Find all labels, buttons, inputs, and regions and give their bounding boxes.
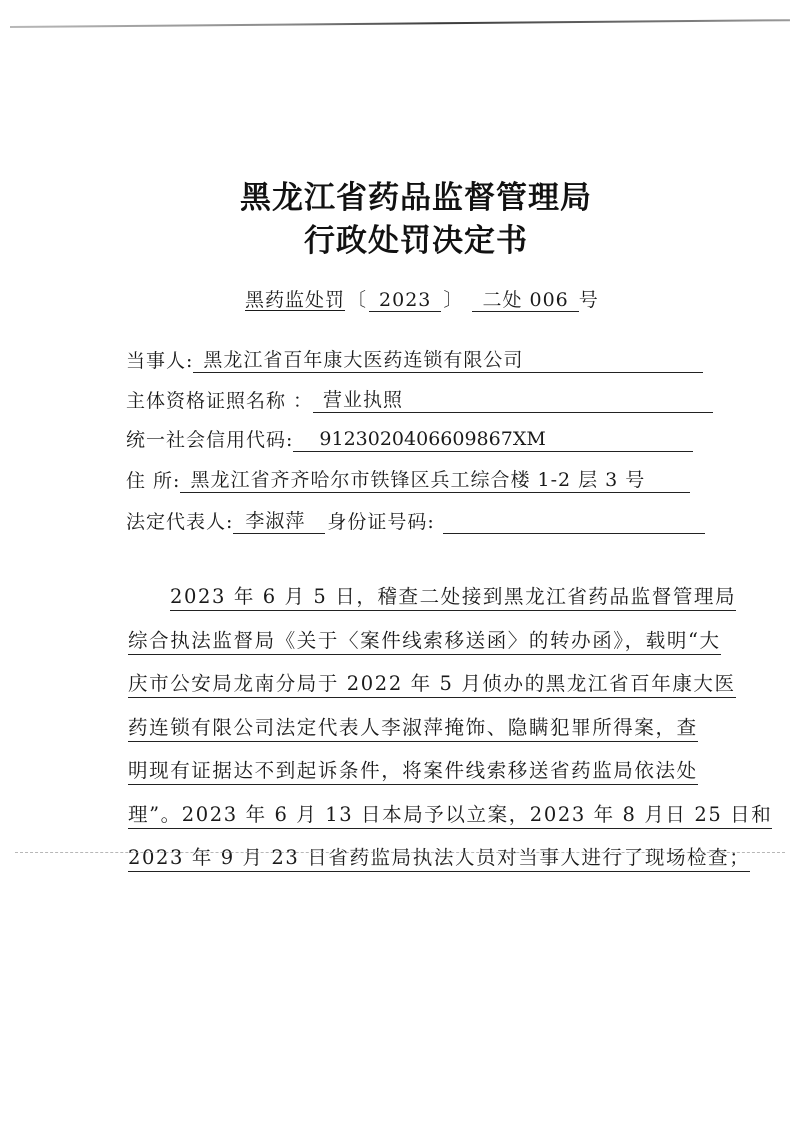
document-title-agency: 黑龙江省药品监督管理局 xyxy=(240,180,592,216)
body-line: 2023 年 9 月 23 日省药监局执法人员对当事人进行了现场检查； xyxy=(128,843,720,887)
body-line: 药连锁有限公司法定代表人李淑萍掩饰、隐瞒犯罪所得案，查 xyxy=(128,713,720,757)
field-party xyxy=(126,346,703,373)
body-line: 理”。2023 年 6 月 13 日本局予以立案，2023 年 8 月日 25 日和 xyxy=(128,800,720,844)
scan-edge-top xyxy=(10,19,790,28)
field-credit-code-label: 统一社会信用代码: xyxy=(126,429,294,451)
body-line: 明现有证据达不到起诉条件，将案件线索移送省药监局依法处 xyxy=(128,756,720,800)
field-address-value: 黑龙江省齐齐哈尔市铁锋区兵工综合楼 1-2 层 3 号 xyxy=(180,468,690,493)
field-party-label: 当事人: xyxy=(126,350,194,372)
doc-number-bracket-close: 〕 xyxy=(443,289,464,311)
scan-edge-bottom xyxy=(15,852,785,856)
doc-number-suffix: 号 xyxy=(578,289,599,311)
field-legal-rep-label: 法定代表人: xyxy=(126,511,234,533)
doc-number-year: 2023 xyxy=(369,289,441,312)
document-number xyxy=(245,285,599,312)
field-license-name-value: 营业执照 xyxy=(313,388,713,413)
body-paragraph xyxy=(128,582,773,887)
field-address-label: 住 所: xyxy=(126,470,181,492)
field-id-number-value-redacted xyxy=(443,533,705,534)
doc-number-serial: 二处 006 xyxy=(472,289,578,312)
document-title-type: 行政处罚决定书 xyxy=(304,223,528,259)
field-license-name xyxy=(126,386,713,413)
doc-number-bracket-open: 〔 xyxy=(347,289,368,311)
body-line: 综合执法监督局《关于〈案件线索移送函〉的转办函》，载明“大 xyxy=(128,626,720,670)
body-line: 庆市公安局龙南分局于 2022 年 5 月侦办的黑龙江省百年康大医 xyxy=(128,669,720,713)
field-legal-representative xyxy=(126,507,705,534)
field-credit-code-value: 9123020406609867XM xyxy=(293,427,693,452)
body-line: 2023 年 6 月 5 日，稽查二处接到黑龙江省药品监督管理局 xyxy=(128,582,720,626)
field-party-value: 黑龙江省百年康大医药连锁有限公司 xyxy=(193,348,703,373)
field-legal-rep-value: 李淑萍 xyxy=(233,509,325,534)
field-credit-code xyxy=(126,425,693,452)
field-license-name-label: 主体资格证照名称 ： xyxy=(126,390,314,412)
field-address xyxy=(126,466,690,493)
doc-number-prefix: 黑药监处罚 xyxy=(245,289,346,311)
field-id-number-label: 身份证号码: xyxy=(327,511,435,533)
